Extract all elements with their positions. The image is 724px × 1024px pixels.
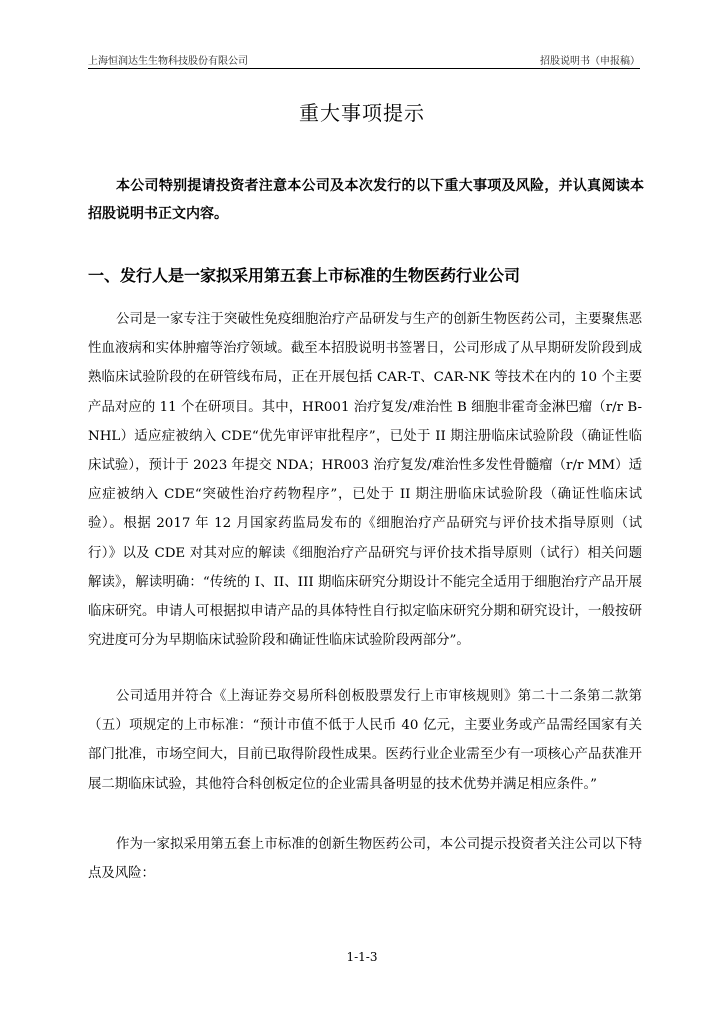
page-title: 重大事项提示	[299, 101, 425, 125]
important-notice: 本公司特别提请投资者注意本公司及本次发行的以下重大事项及风险，并认真阅读本招股说明书正文内容。	[88, 178, 644, 222]
paragraph-listing-standard: 公司适用并符合《上海证券交易所科创板股票发行上市审核规则》第二十二条第二款第（五）项规定的上市标准：“预计市值不低于人民币 40 亿元，主要业务或产品需经国家有关部门批准，市场空间大，目前已取得阶段性成果。医药行业企业需至少有一项核心产品获准开展二期临床试验，其他符合科创板定位的企业需具备明显的技术优势并满足相应条件。”	[88, 689, 642, 792]
header-company-name: 上海恒润达生生物科技股份有限公司	[88, 56, 248, 67]
section-heading-1: 一、发行人是一家拟采用第五套上市标准的生物医药行业公司	[88, 266, 521, 285]
page-header	[88, 48, 640, 69]
page-number: 1-1-3	[346, 950, 378, 964]
header-document-type: 招股说明书（申报稿）	[540, 56, 640, 67]
paragraph-risk-reminder: 作为一家拟采用第五套上市标准的创新生物医药公司，本公司提示投资者关注公司以下特点及风险：	[88, 837, 642, 882]
paragraph-company-overview: 公司是一家专注于突破性免疫细胞治疗产品研发与生产的创新生物医药公司，主要聚焦恶性血液病和实体肿瘤等治疗领域。截至本招股说明书签署日，公司形成了从早期研发阶段到成熟临床试验阶段的在研管线布局，正在开展包括 CAR-T、CAR-NK 等技术在内的 10 个主要产品对应的 11 个在研项目。其中，HR001 治疗复发/难治性 B 细胞非霍奇金淋巴瘤（r/r B-NHL）适应症被纳入 CDE“优先审评审批程序”，已处于 II 期注册临床试验阶段（确证性临床试验），预计于 2023 年提交 NDA；HR003 治疗复发/难治性多发性骨髓瘤（r/r MM）适应症被纳入 CDE“突破性治疗药物程序”，已处于 II 期注册临床试验阶段（确证性临床试验）。根据 2017 年 12 月国家药监局发布的《细胞治疗产品研究与评价技术指导原则（试行）》以及 CDE 对其对应的解读《细胞治疗产品研究与评价技术指导原则（试行）相关问题解读》，解读明确：“传统的 I、II、III 期临床研究分期设计不能完全适用于细胞治疗产品开展临床研究。申请人可根据拟申请产品的具体特性自行拟定临床研究分期和研究设计，一般按研究进度可分为早期临床试验阶段和确证性临床试验阶段两部分”。	[88, 312, 642, 649]
